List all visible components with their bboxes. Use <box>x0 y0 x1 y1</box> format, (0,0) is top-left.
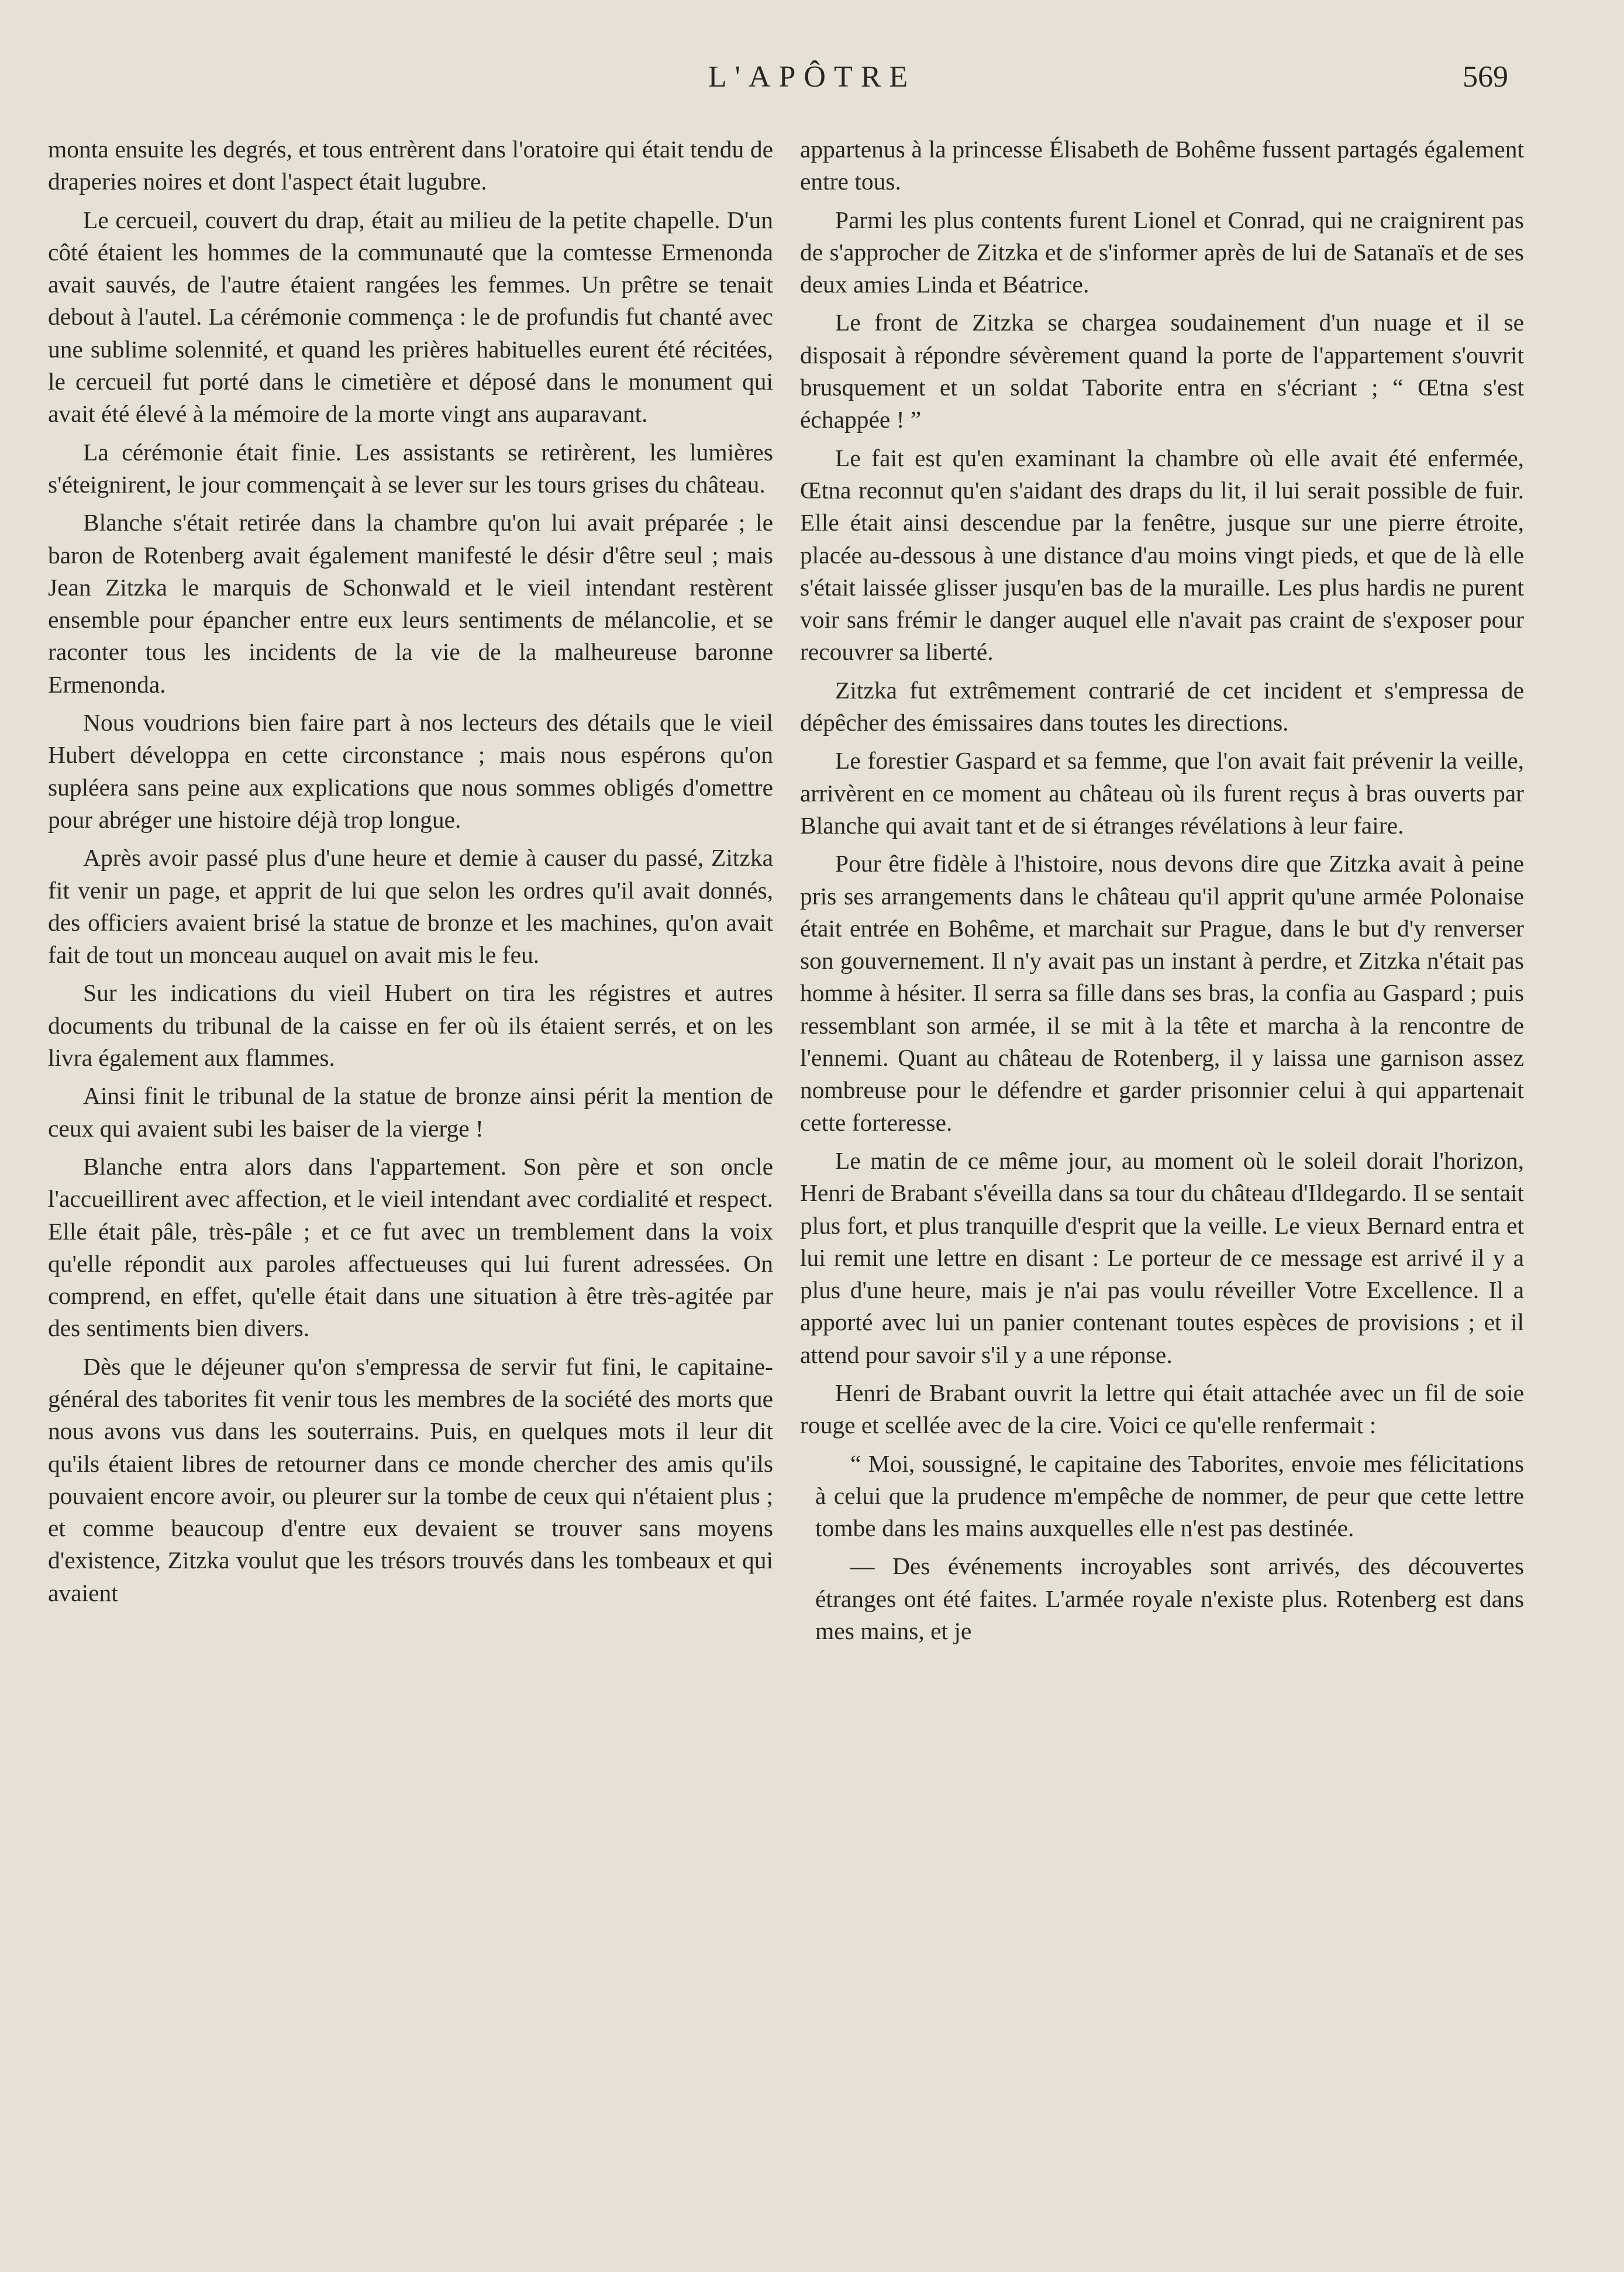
paragraph: Parmi les plus contents furent Lionel et Conrad, qui ne craignirent pas de s'approcher de Zitzka et de s'informer après de lui de Satanaïs et de ses deux amies Linda et Béatrice. <box>800 206 1524 298</box>
paragraph: Le forestier Gaspard et sa femme, que l'on avait fait prévenir la veille, arrivèrent en ce moment au château où ils furent reçus à bras ouverts par Blanche qui avait tant et de si étranges révélations à leur faire. <box>800 747 1524 839</box>
page-number: 569 <box>1463 60 1508 94</box>
paragraph: Le fait est qu'en examinant la chambre où elle avait été enfermée, Œtna reconnut qu'en s'aidant des draps du lit, il lui serait possible de fuir. Elle était ainsi descendue par la fenêtre, jusque sur une pierre étroite, placée au-dessous à une distance d'au moins vingt pieds, et que de là elle s'était laissée glisser jusqu'en bas de la muraille. Les plus hardis ne purent voir sans frémir le danger auquel elle n'avait pas craint de s'exposer pour recouvrer sa liberté. <box>800 444 1524 666</box>
paragraph: Henri de Brabant ouvrit la lettre qui était attachée avec un fil de soie rouge et scellée avec de la cire. Voici ce qu'elle renfermait : <box>800 1379 1524 1439</box>
paragraph: Zitzka fut extrêmement contrarié de cet incident et s'empressa de dépêcher des émissaires dans toutes les directions. <box>800 676 1524 736</box>
running-title: L'APÔTRE <box>708 60 916 94</box>
paragraph: appartenus à la princesse Élisabeth de Bohême fussent partagés également entre tous. <box>800 136 1524 195</box>
running-head <box>0 56 1624 103</box>
paragraph: Blanche s'était retirée dans la chambre qu'on lui avait préparée ; le baron de Rotenberg avait également manifesté le désir d'être seul ; mais Jean Zitzka le marquis de Schonwald et le vieil intendant restèrent ensemble pour épancher entre eux leurs sentiments de mélancolie, et se raconter tous les incidents de la vie de la malheureuse baronne Ermenonda. <box>48 509 773 698</box>
paragraph: Ainsi finit le tribunal de la statue de bronze ainsi périt la mention de ceux qui avaient subi les baiser de la vierge ! <box>48 1082 773 1142</box>
paragraph: Dès que le déjeuner qu'on s'empressa de servir fut fini, le capitaine-général des taborites fit venir tous les membres de la société des morts que nous avons vus dans les souterrains. Puis, en quelques mots il leur dit qu'ils étaient libres de retourner dans ce monde chercher des amis qu'ils pouvaient encore avoir, ou pleurer sur la tombe de ceux qui n'étaient plus ; et comme beaucoup d'entre eux devaient se trouver sans moyens d'existence, Zitzka voulut que les trésors trouvés dans les tombeaux et qui avaient <box>48 1352 773 1606</box>
paragraph: Sur les indications du vieil Hubert on tira les régistres et autres documents du tribunal de la caisse en fer où ils étaient serrés, et on les livra également aux flammes. <box>48 979 773 1072</box>
paragraph: Pour être fidèle à l'histoire, nous devons dire que Zitzka avait à peine pris ses arrangements dans le château qu'il apprit qu'une armée Polonaise était entrée en Bohême, et marchait sur Prague, dans le but d'y renverser son gouvernement. Il n'y avait pas un instant à perdre, et Zitzka n'était pas homme à hésiter. Il serra sa fille dans ses bras, la confia au Gaspard ; puis ressemblant son armée, il se mit à la tête et marcha à la rencontre de l'ennemi. Quant au château de Rotenberg, il y laissa une garnison assez nombreuse pour le défendre et garder prisonnier celui à qui appartenait cette forteresse. <box>800 850 1524 1136</box>
left-column <box>48 133 773 1615</box>
paragraph: Le front de Zitzka se chargea soudainement d'un nuage et il se disposait à répondre sévèrement quand la porte de l'appartement s'ouvrit brusquement et un soldat Taborite entra en s'écriant ; “ Œtna s'est échappée ! ” <box>800 309 1524 433</box>
right-column <box>800 133 1524 1653</box>
paragraph: Le cercueil, couvert du drap, était au milieu de la petite chapelle. D'un côté étaient les hommes de la communauté que la comtesse Ermenonda avait sauvés, de l'autre étaient rangées les femmes. Un prêtre se tenait debout à l'autel. La cérémonie commença : le de profundis fut chanté avec une sublime solennité, et quand les prières habituelles eurent été récitées, le cercueil fut porté dans le cimetière et déposé dans le monument qui avait été élevé à la mémoire de la morte vingt ans auparavant. <box>48 206 773 428</box>
paragraph: Nous voudrions bien faire part à nos lecteurs des détails que le vieil Hubert développa en cette circonstance ; mais nous espérons qu'on supléera sans peine aux explications que nous sommes obligés d'omettre pour abréger une histoire déjà trop longue. <box>48 709 773 833</box>
paragraph: Le matin de ce même jour, au moment où le soleil dorait l'horizon, Henri de Brabant s'éveilla dans sa tour du château d'Ildegardo. Il se sentait plus fort, et plus tranquille d'esprit que la veille. Le vieux Bernard entra et lui remit une lettre en disant : Le porteur de ce message est arrivé il y a plus d'une heure, mais je n'ai pas voulu réveiller Votre Excellence. Il a apporté avec lui un panier contenant toutes espèces de provisions ; et il attend pour savoir s'il y a une réponse. <box>800 1147 1524 1368</box>
letter-paragraph: “ Moi, soussigné, le capitaine des Taborites, envoie mes félicitations à celui que la prudence m'empêche de nommer, de peur que cette lettre tombe dans les mains auxquelles elle n'est pas destinée. <box>815 1450 1524 1542</box>
paragraph: Après avoir passé plus d'une heure et demie à causer du passé, Zitzka fit venir un page, et apprit de lui que selon les ordres qu'il avait donnés, des officiers avaient brisé la statue de bronze et les machines, qu'on avait fait de tout un monceau auquel on avait mis le feu. <box>48 844 773 969</box>
paragraph: La cérémonie était finie. Les assistants se retirèrent, les lumières s'éteignirent, le jour commençait à se lever sur les tours grises du château. <box>48 438 773 498</box>
paragraph: monta ensuite les degrés, et tous entrèrent dans l'oratoire qui était tendu de draperies noires et dont l'aspect était lugubre. <box>48 136 773 195</box>
paragraph: Blanche entra alors dans l'appartement. Son père et son oncle l'accueillirent avec affection, et le vieil intendant avec cordialité et respect. Elle était pâle, très-pâle ; et ce fut avec un tremblement dans la voix qu'elle répondit aux paroles affectueuses qui lui furent adressées. On comprend, en effet, qu'elle était dans une situation à être très-agitée par des sentiments bien divers. <box>48 1152 773 1342</box>
letter-paragraph: — Des événements incroyables sont arrivés, des découvertes étranges ont été faites. L'armée royale n'existe plus. Rotenberg est dans mes mains, et je <box>815 1552 1524 1645</box>
